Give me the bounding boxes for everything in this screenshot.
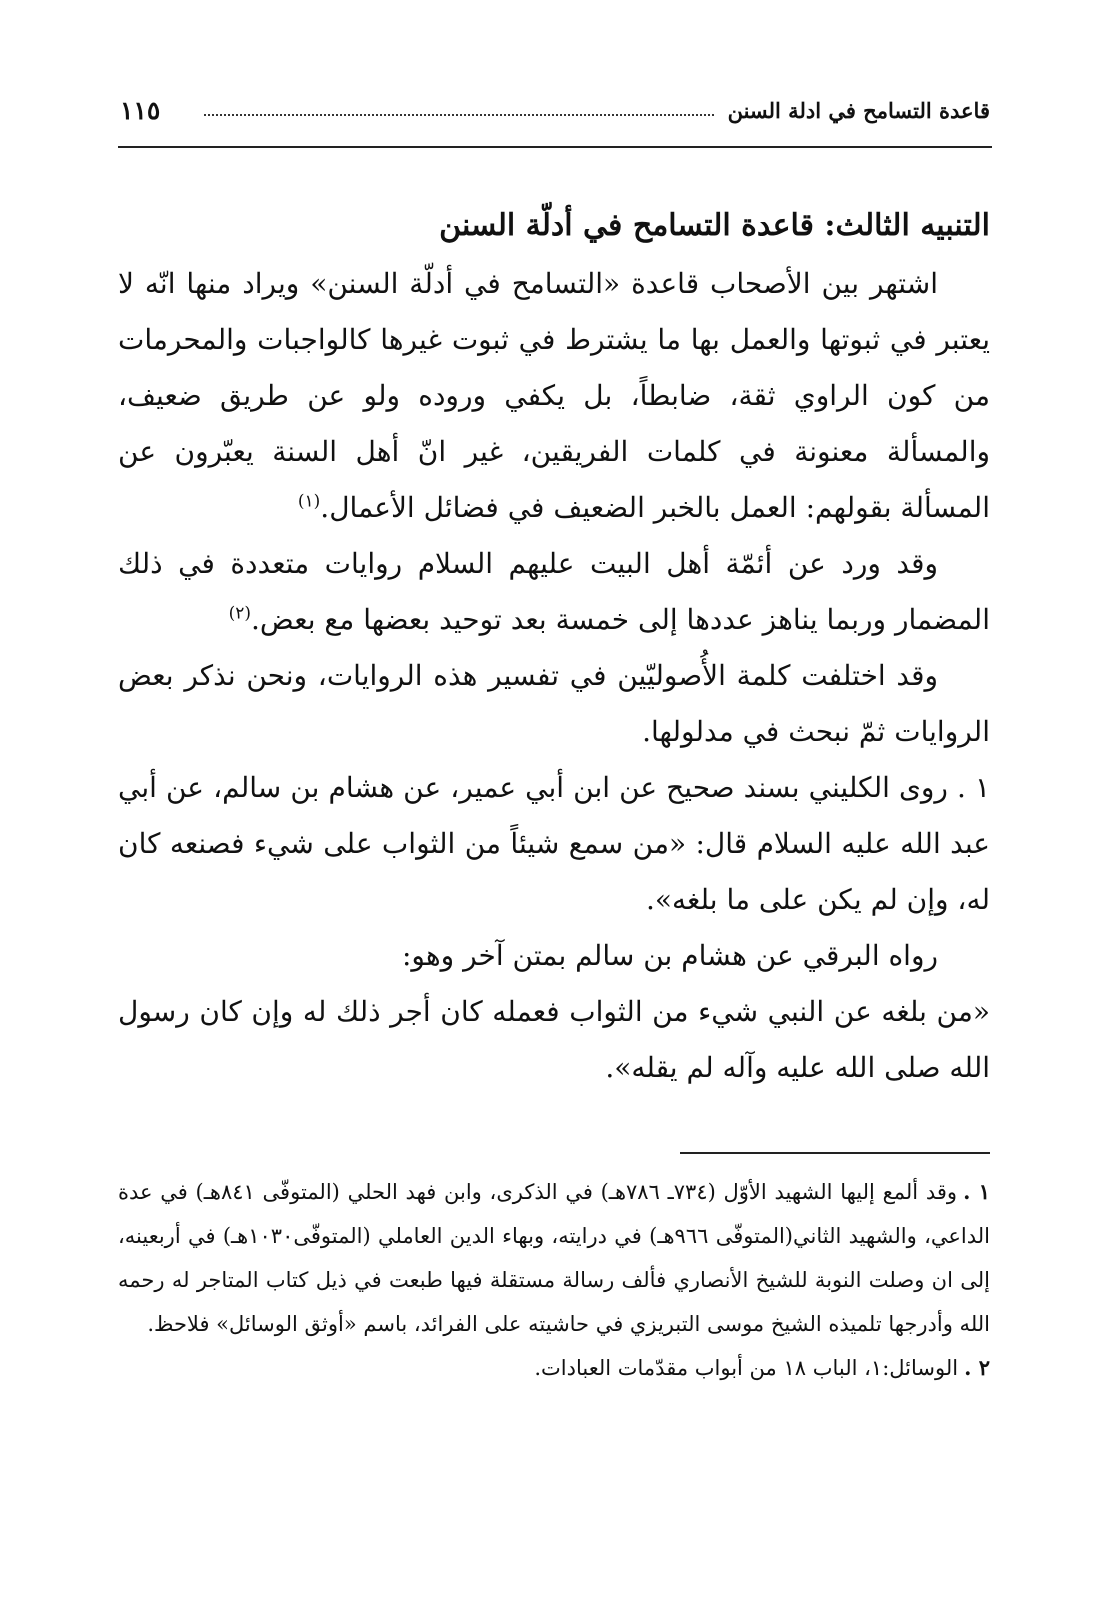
footnote-1 — [118, 1170, 990, 1346]
header-dotted-leader — [204, 113, 714, 116]
footnote-ref-1: (١) — [297, 491, 321, 512]
footnote-2-number: ٢ . — [964, 1355, 990, 1380]
paragraph-4 — [118, 760, 990, 928]
paragraph-3-text: وقد اختلفت كلمة الأُصوليّين في تفسير هذه الروايات، ونحن نذكر بعض الروايات ثمّ نبحث في مدلولها. — [118, 659, 990, 748]
footnote-1-text: وقد ألمع إليها الشهيد الأوّل (٧٣٤ـ ٧٨٦هـ) في الذكرى، وابن فهد الحلي (المتوفّى ٨٤١هـ) في عدة الداعي، والشهيد الثاني(المتوفّى ٩٦٦هـ) في درايته، وبهاء الدين العاملي (المتوفّى١٠٣٠هـ) في أربعينه، إلى ان وصلت النوبة للشيخ الأنصاري فألف رسالة مستقلة فيها طبعت في ذيل كتاب المتاجر له رحمه الله وأدرجها تلميذه الشيخ موسى التبريزي في حاشيته على الفرائد، باسم «أوثق الوسائل» فلاحظ. — [118, 1180, 990, 1336]
paragraph-1-text: اشتهر بين الأصحاب قاعدة «التسامح في أدلّة السنن» ويراد منها انّه لا يعتبر في ثبوتها والعمل بها ما يشترط في ثبوت غيرها كالواجبات والمحرمات من كون الراوي ثقة، ضابطاً، بل يكفي وروده ولو عن طريق ضعيف، والمسألة معنونة في كلمات الفريقين، غير انّ أهل السنة يعبّرون عن المسألة بقولهم: العمل بالخبر الضعيف في فضائل الأعمال. — [118, 267, 990, 524]
footnote-2-text: الوسائل:١، الباب ١٨ من أبواب مقدّمات العبادات. — [534, 1356, 959, 1380]
footnote-ref-2: (٢) — [228, 603, 251, 624]
paragraph-3 — [118, 648, 990, 760]
section-title: التنبيه الثالث: قاعدة التسامح في أدلّة السنن — [439, 208, 990, 243]
footnote-rule — [680, 1152, 990, 1154]
footnote-1-number: ١ . — [963, 1179, 991, 1204]
running-header — [120, 82, 990, 126]
header-rule — [118, 146, 992, 148]
main-text — [118, 196, 990, 1096]
paragraph-5 — [118, 928, 990, 984]
paragraph-6 — [118, 984, 990, 1096]
paragraph-6-text: «من بلغه عن النبي شيء من الثواب فعمله كان أجر ذلك له وإن كان رسول الله صلى الله عليه وآله لم يقله». — [118, 995, 990, 1084]
footnote-2 — [118, 1346, 990, 1390]
page-number: ١١٥ — [120, 96, 161, 125]
paragraph-5-text: رواه البرقي عن هشام بن سالم بمتن آخر وهو: — [402, 939, 938, 972]
paragraph-1 — [118, 256, 990, 536]
running-title: قاعدة التسامح في ادلة السنن — [727, 98, 990, 123]
paragraph-2-text: وقد ورد عن أئمّة أهل البيت عليهم السلام روايات متعددة في ذلك المضمار وربما يناهز عددها إلى خمسة بعد توحيد بعضها مع بعض. — [118, 547, 990, 636]
footnotes — [118, 1170, 990, 1390]
paragraph-2 — [118, 536, 990, 648]
paragraph-4-text: ١ . روى الكليني بسند صحيح عن ابن أبي عمير، عن هشام بن سالم، عن أبي عبد الله عليه السلام قال: «من سمع شيئاً من الثواب على شيء فصنعه كان له، وإن لم يكن على ما بلغه». — [118, 771, 990, 916]
